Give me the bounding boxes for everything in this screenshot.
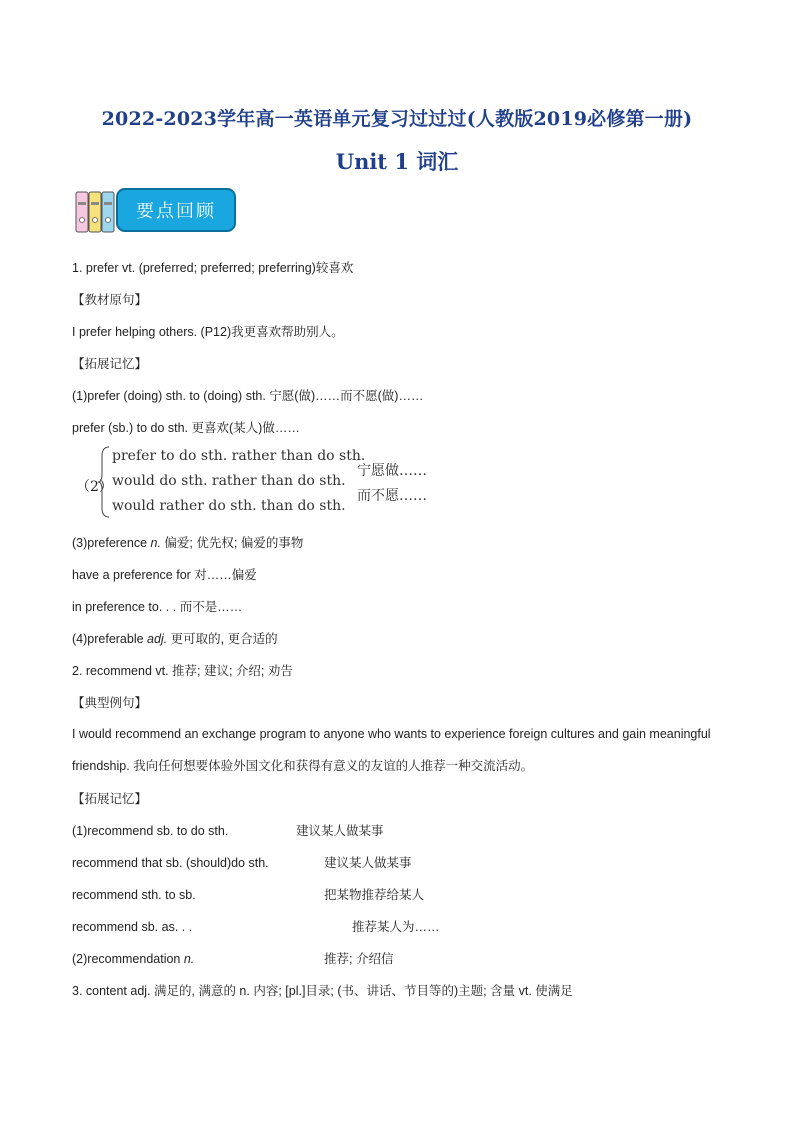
expansion-heading: 【拓展记忆】	[72, 792, 148, 806]
expansion-heading: 【拓展记忆】	[72, 357, 148, 371]
unit-title: Unit 1 词汇	[335, 149, 459, 174]
pos-tag: adj.	[147, 632, 168, 646]
meaning-line: 而不愿……	[357, 488, 427, 504]
usage-part: (4)preferable	[72, 632, 148, 646]
block-number: （2）	[76, 479, 113, 495]
usage-meaning: 推荐某人为……	[352, 920, 440, 934]
example-sentence: I would recommend an exchange program to anyone who wants to experience foreign cultures and gain meaningful friendship. 我向任何想要体验外国文化和获得有意义的友谊的人推荐一种交流活动。	[72, 727, 711, 773]
usage-line	[72, 950, 394, 968]
usage-line	[72, 854, 412, 872]
pos-tag: n.	[183, 952, 195, 966]
entry-recommend: 2. recommend vt. 推荐; 建议; 介绍; 劝告	[72, 664, 293, 678]
usage-part: (3)preference	[72, 536, 151, 550]
usage-line	[72, 822, 384, 840]
example-heading: 【典型例句】	[72, 696, 148, 710]
meaning-line: 宁愿做……	[357, 463, 427, 479]
brace-icon	[98, 446, 110, 518]
usage-line	[72, 918, 440, 936]
usage-line: in preference to. . . 而不是……	[72, 600, 243, 614]
entry-content: 3. content adj. 满足的, 满意的 n. 内容; [pl.]目录; (书、讲话、节目等的)主题; 含量 vt. 使满足	[72, 984, 573, 998]
binders-icon	[74, 190, 118, 234]
usage-phrase: (1)recommend sb. to do sth.	[72, 824, 229, 838]
usage-line	[72, 886, 425, 904]
usage-part: 更可取的, 更合适的	[167, 632, 278, 646]
usage-meaning: 推荐; 介绍信	[324, 952, 394, 966]
usage-line: have a preference for 对……偏爱	[72, 568, 257, 582]
entry-prefer: 1. prefer vt. (preferred; preferred; preferring)较喜欢	[72, 261, 354, 275]
usage-meaning: 建议某人做某事	[296, 824, 384, 838]
usage-line	[72, 630, 278, 648]
rather-than-block	[72, 446, 492, 522]
usage-phrase: recommend that sb. (should)do sth.	[72, 856, 269, 870]
option-line: prefer to do sth. rather than do sth.	[112, 448, 366, 464]
option-line: would rather do sth. than do sth.	[112, 498, 346, 514]
usage-line: prefer (sb.) to do sth. 更喜欢(某人)做……	[72, 421, 300, 435]
usage-line	[72, 534, 303, 552]
section-badge	[74, 188, 244, 234]
usage-part: 偏爱; 优先权; 偏爱的事物	[160, 536, 304, 550]
usage-phrase: recommend sth. to sb.	[72, 888, 196, 902]
usage-phrase: recommend sb. as. . .	[72, 920, 193, 934]
usage-meaning: 建议某人做某事	[324, 856, 412, 870]
usage-line: (1)prefer (doing) sth. to (doing) sth. 宁愿(做)……而不愿(做)……	[72, 389, 424, 403]
usage-meaning: 把某物推荐给某人	[324, 888, 425, 902]
pos-tag: n.	[150, 536, 161, 550]
key-points-badge: 要点回顾	[116, 188, 236, 232]
document-title: 2022-2023学年高一英语单元复习过过过(人教版2019必修第一册)	[101, 108, 693, 130]
usage-phrase: (2)recommendation	[72, 952, 184, 966]
textbook-sentence: I prefer helping others. (P12)我更喜欢帮助别人。	[72, 325, 344, 339]
textbook-sentence-heading: 【教材原句】	[72, 293, 148, 307]
option-line: would do sth. rather than do sth.	[112, 473, 346, 489]
